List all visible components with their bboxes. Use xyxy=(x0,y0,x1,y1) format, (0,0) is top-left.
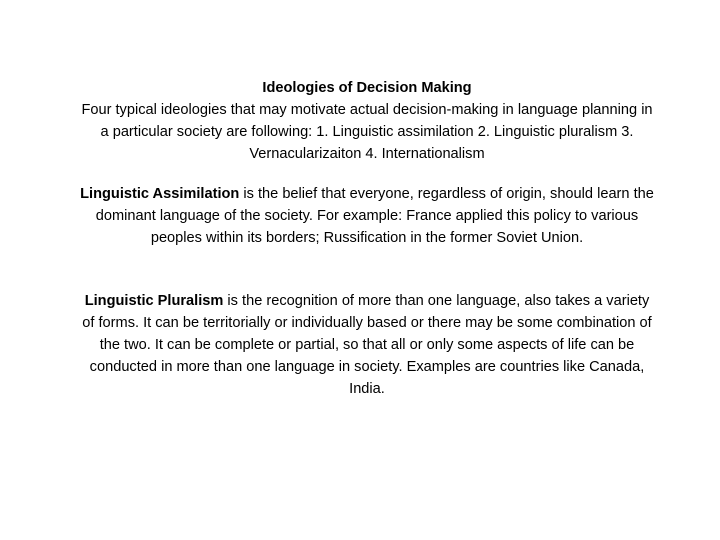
intro-section xyxy=(80,77,654,165)
slide-content xyxy=(80,0,654,540)
assimilation-text: is the belief that everyone, regardless of origin, should learn the dominant language of the society. For example: France applied this policy to various peoples within its borders; Russification in the former Soviet Union. xyxy=(95,186,654,246)
pluralism-text: is the recognition of more than one language, also takes a variety of forms. It can be territorially or individually based or there may be some combination of the two. It can be complete or partial, so that all or only some aspects of life can be conducted in more than one language in society. Examples are countries like Canada, India. xyxy=(82,293,652,397)
assimilation-term: Linguistic Assimilation xyxy=(80,186,240,202)
assimilation-paragraph xyxy=(80,183,654,249)
section-title: Ideologies of Decision Making xyxy=(262,80,472,96)
intro-text: Four typical ideologies that may motivate actual decision-making in language planning in a particular society are following: 1. Linguistic assimilation 2. Linguistic pluralism 3. Vernacularizaiton 4. Internationalism xyxy=(81,102,653,162)
pluralism-term: Linguistic Pluralism xyxy=(84,293,224,309)
pluralism-paragraph xyxy=(80,290,654,400)
